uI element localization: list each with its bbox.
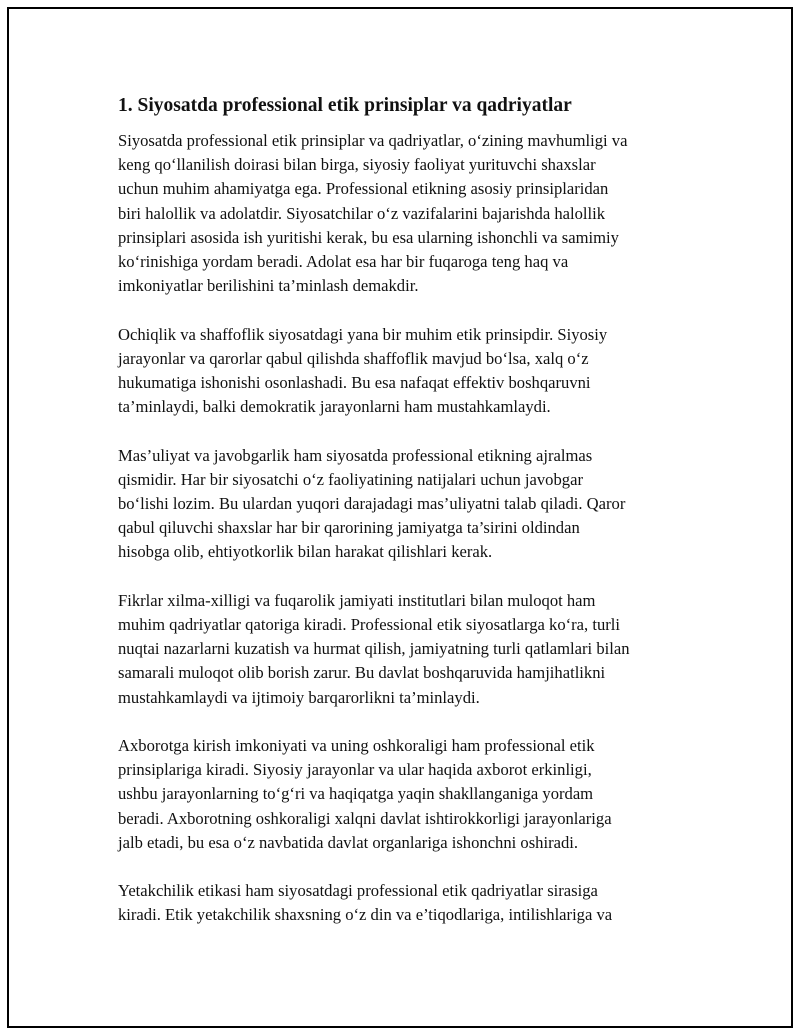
text-line: jarayonlar va qarorlar qabul qilishda shaffoflik mavjud bo‘lsa, xalq o‘z — [118, 348, 589, 368]
text-line: Mas’uliyat va javobgarlik ham siyosatda professional etikning ajralmas — [118, 445, 593, 465]
paragraph-leadership — [118, 879, 688, 927]
text-line: kiradi. Etik yetakchilik shaxsning o‘z din va e’tiqodlariga, intilishlariga va — [118, 905, 613, 925]
text-line: Axborotga kirish imkoniyati va uning oshkoraligi ham professional etik — [118, 736, 595, 756]
text-line: keng qo‘llanilish doirasi bilan birga, siyosiy faoliyat yurituvchi shaxslar — [118, 155, 596, 175]
text-line: uchun muhim ahamiyatga ega. Professional etikning asosiy prinsiplaridan — [118, 179, 609, 199]
text-line: qismidir. Har bir siyosatchi o‘z faoliyatining natijalari uchun javobgar — [118, 469, 583, 489]
text-line: prinsiplariga kiradi. Siyosiy jarayonlar va ular haqida axborot erkinligi, — [118, 760, 592, 780]
text-line: samarali muloqot olib borish zarur. Bu davlat boshqaruvida hamjihatlikni — [118, 663, 606, 683]
text-line: nuqtai nazarlarni kuzatish va hurmat qilish, jamiyatning turli qatlamlari bilan — [118, 639, 630, 659]
text-line: ushbu jarayonlarning to‘g‘ri va haqiqatga yaqin shakllanganiga yordam — [118, 784, 594, 804]
text-line: muhim qadriyatlar qatoriga kiradi. Professional etik siyosatlarga ko‘ra, turli — [118, 615, 620, 635]
text-line: hisobga olib, ehtiyotkorlik bilan harakat qilishlari kerak. — [118, 542, 493, 562]
paragraph-information-access — [118, 734, 688, 855]
document-body — [118, 92, 688, 952]
text-line: biri halollik va adolatdir. Siyosatchilar o‘z vazifalarini bajarishda halollik — [118, 203, 606, 223]
paragraph-honesty — [118, 129, 688, 298]
text-line: Yetakchilik etikasi ham siyosatdagi professional etik qadriyatlar sirasiga — [118, 881, 598, 901]
text-line: beradi. Axborotning oshkoraligi xalqni davlat ishtirokkorligi jarayonlariga — [118, 808, 612, 828]
text-line: Ochiqlik va shaffoflik siyosatdagi yana bir muhim etik prinsipdir. Siyosiy — [118, 324, 608, 344]
text-line: qabul qiluvchi shaxslar har bir qarorining jamiyatga ta’sirini oldindan — [118, 518, 580, 538]
text-line: jalb etadi, bu esa o‘z navbatida davlat organlariga ishonchni oshiradi. — [118, 832, 579, 852]
text-line: Siyosatda professional etik prinsiplar va qadriyatlar, o‘zining mavhumligi va — [118, 131, 628, 150]
text-line: Fikrlar xilma-xilligi va fuqarolik jamiyati institutlari bilan muloqot ham — [118, 590, 596, 610]
text-line: ta’minlaydi, balki demokratik jarayonlarni ham mustahkamlaydi. — [118, 397, 551, 417]
text-line: mustahkamlaydi va ijtimoiy barqarorlikni ta’minlaydi. — [118, 687, 480, 707]
text-line: hukumatiga ishonishi osonlashadi. Bu esa nafaqat effektiv boshqaruvni — [118, 373, 591, 393]
paragraph-transparency — [118, 323, 688, 420]
text-line: ko‘rinishiga yordam beradi. Adolat esa har bir fuqaroga teng haq va — [118, 252, 569, 272]
text-line: prinsiplari asosida ish yuritishi kerak, bu esa ularning ishonchli va samimiy — [118, 227, 619, 247]
text-line: bo‘lishi lozim. Bu ulardan yuqori darajadagi mas’uliyatni talab qiladi. Qaror — [118, 494, 626, 514]
paragraph-dialogue — [118, 589, 688, 710]
text-line: imkoniyatlar berilishini ta’minlash demakdir. — [118, 276, 419, 296]
section-heading: 1. Siyosatda professional etik prinsiplar va qadriyatlar — [118, 95, 572, 116]
paragraph-responsibility — [118, 444, 688, 565]
